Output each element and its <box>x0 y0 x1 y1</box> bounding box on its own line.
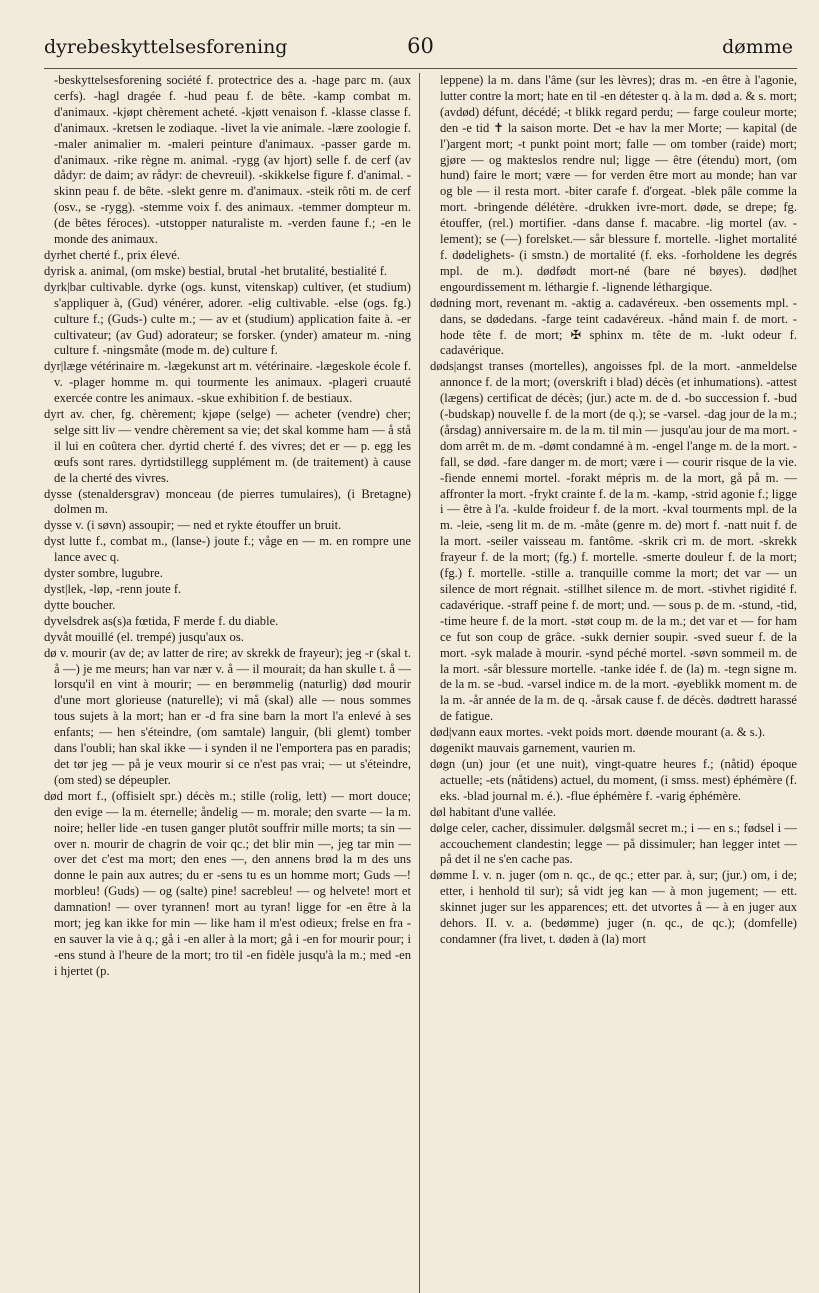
page-number: 60 <box>407 34 434 58</box>
dictionary-entry: dyvåt mouillé (el. trempé) jusqu'aux os. <box>44 629 244 644</box>
right-column <box>430 73 797 1293</box>
left-column <box>44 73 420 1293</box>
dictionary-entry: dyrk|bar cultivable. dyrke (ogs. kunst, vitenskap) cultiver, (et studium) s'appliquer à, (Gud) vénérer, adorer. -elig cultivable. -else (ogs. fg.) culture f.; (Guds-) culte m.; — av et (studium) application faite à. -er cultivateur; (av Gud) adorateur; se forsker. (ynder) amateur m. -ning culture f. -ningsmåte (mode m. de) culture f. <box>44 279 411 358</box>
dictionary-entry: død|vann eaux mortes. -vekt poids mort. døende mourant (a. & s.). <box>430 725 766 740</box>
right-guide-word: dømme <box>722 36 793 58</box>
dictionary-entry: dytte boucher. <box>44 597 116 612</box>
dictionary-entry: dyr|læge vétérinaire m. -lægekunst art m. vétérinaire. -lægeskole école f. v. -plager homme m. qui tourmente les animaux. -plageri cruauté exercée contre les animaux. -skue exhibition f. de bestiaux. <box>44 359 411 406</box>
dictionary-entry: leppene) la m. dans l'âme (sur les lèvres); dras m. -en être à l'agonie, lutter contre la mort; hate en til -en détester q. à la m. død a. & s. mort; (avdød) défunt, décédé; -t blikk regard perdu; — farge couleur morte; den -e tid ✝ la saison morte. Det -e hav la mer Morte; — kapital (de l')argent mort; -t punkt point mort; falle — om tomber (raide) mort; gjøre — og makteslos rendre nul; ligge — être (étendu) mort, (om hund) faire le mort; være — for verden être mort au monde; han var og ble — il resta mort. -biter carafe f. d'orgeat. -blek pâle comme la mort. -bringende délétère. -drukken ivre-mort. døde, se drepe; fg. étouffer, (rel.) mortifier. -dans danse f. macabre. -lig mortel (av. -lement); se (—) forelsket.— sår blessure f. mortelle. -lighet mortalité f. dødelighets- (i smstn.) de mortalité (f. eks. -forholdene les degrés mpl. de m.). dødfødt mort-né (bare né bøyes). død|het engourdissement m. léthargie f. -lignende léthargique. <box>440 73 797 294</box>
left-guide-word: dyrebeskyttelsesforening <box>44 36 288 58</box>
text-columns <box>44 73 797 1293</box>
dictionary-entry: døgenikt mauvais garnement, vaurien m. <box>430 741 636 756</box>
dictionary-entry: dyrt av. cher, fg. chèrement; kjøpe (selge) — acheter (vendre) cher; selge sitt liv — vendre chèrement sa vie; det skal komme ham — å stå il lui en coûtera cher. dyrtid cherté f. des vivres; det er — p. egg les œufs sont rares. dyrtidstillegg supplément m. (de traitement) à cause de la cherté des vivres. <box>44 407 411 485</box>
dictionary-entry: dømme I. v. n. juger (om n. qc., de qc.; etter par. à, sur; (jur.) om, i de; etter, i henhold til sur); så vidt jeg kan — à mon jugement; — ett. skinnet juger sur les apparences; ett. det utvortes å — à en juger aux dehors. II. v. a. (bedømme) juger (n. qc., de qc.); (domfelle) condamner (fra livet, t. døden à (la) mort <box>430 868 797 946</box>
dictionary-entry: dyvelsdrek as(s)a fœtida, F merde f. du diable. <box>44 613 279 628</box>
dictionary-entry: dyst|lek, -løp, -renn joute f. <box>44 582 182 596</box>
dictionary-entry: -beskyttelsesforening société f. protectrice des a. -hage parc m. (aux cerfs). -hagl dragée f. -hud peau f. de bête. -kamp combat m. d'animaux. -kjøpt chèrement acheté. -kjøtt venaison f. -klasse classe f. d'animaux. -kretsen le zodiaque. -livet la vie animale. -lære zoologie f. -maler animalier m. -maleri peinture d'animaux. -passer garde m. d'animaux. -rike règne m. animal. -rygg (av hjort) selle f. de cerf (av dådyr: de daim; av rådyr: de chevreuil). -skikkelse figure f. d'animal. -skinn peau f. de bête. -slekt genre m. d'animaux. -steik rôti m. de cerf (osv., se -rygg). -stemme voix f. des animaux. -temmer dompteur m. (de bêtes féroces). -utstopper naturaliste m. -verden faune f.; -en le monde des animaux. <box>54 73 411 247</box>
dictionary-entry: død mort f., (offisielt spr.) décès m.; stille (rolig, lett) — mort douce; den evige — la m. éternelle; åndelig — m. morale; den svarte — la m. noire; heller lide -en tusen ganger plutôt souffrir mille morts; ta sin — over n. mourir de chagrin de voir qc.; det blir min —, jeg tar min — over det c'est ma mort; den enes —, den annens brød la m des uns donne le pain aux autres; du er -sens tu es un homme mort; Guds —! morbleu! (Guds) — og (salte) pine! sacrebleu! — og helvete! mort et damnation! — over tyrannen! mort au tyran! ligge for -en être à la mort; jeg kan ikke for min — like ham il m'est odieux; frelse en fra -en sauver la vie à q.; gå i -en aller à la mort; gå i -en for mourir pour; i -ens stund à l'heure de la mort; tro til -en fidèle jusqu'à la m.; med -en i hjertet (p. <box>44 788 411 978</box>
page-header <box>44 34 797 69</box>
dictionary-entry: dyster sombre, lugubre. <box>44 566 163 581</box>
dictionary-entry: dyrisk a. animal, (om mske) bestial, brutal -het brutalité, bestialité f. <box>44 263 388 278</box>
dictionary-entry: dysse v. (i søvn) assoupir; — ned et rykte étouffer un bruit. <box>44 518 342 533</box>
dictionary-entry: dødning mort, revenant m. -aktig a. cadavéreux. -ben ossements mpl. -dans, se dødedans. -farge teint cadavéreux. -hånd main f. de mort. -hode tête f. de mort; ✠ sphinx m. tête de m. -lukt odeur f. cadavérique. <box>430 295 797 358</box>
dictionary-entry: dysse (stenaldersgrav) monceau (de pierres tumulaires), (i Bretagne) dolmen m. <box>44 486 411 517</box>
dictionary-entry: dø v. mourir (av de; av latter de rire; av skrekk de frayeur); jeg -r (skal t. å —) je me meurs; han var nær v. å — il mourait; da han skulle t. å — lorsqu'il en vint à mourir; — en berømmelig (naturlig) død mourir d'une mort glorieuse (naturelle); vi må (skal) alle — nous sommes tous sujets à la mort; han er -d fra sine barn la mort l'a enlevé à ses enfants; — hen s'éteindre, (om samtale) languir, (bli glemt) tomber dans l'oubli; han skal ikke — i synden il ne l'emportera pas en paradis; det tør jeg — på je veux mourir si ce n'est pas vrai; — ut s'éteindre, (om sted) se dépeupler. <box>44 645 411 787</box>
dictionary-entry: dyst lutte f., combat m., (lanse-) joute f.; våge en — m. en rompre une lance avec q. <box>44 534 411 565</box>
dictionary-entry: dyrhet cherté f., prix élevé. <box>44 247 181 262</box>
dictionary-entry: dølge celer, cacher, dissimuler. dølgsmål secret m.; i — en s.; fødsel i — accouchement clandestin; legge — på dissimuler; han legger intet — på det il ne s'en cache pas. <box>430 820 797 867</box>
dictionary-entry: døl habitant d'une vallée. <box>430 804 557 819</box>
dictionary-entry: døds|angst transes (mortelles), angoisses fpl. de la mort. -anmeldelse annonce f. de la mort; (overskrift i blad) décès (et inhumations). -attest (lægens) certificat de décès; (jur.) acte m. de d. -bo succession f. -bud (-budskap) nouvelle f. de la mort (de q.); se -varsel. -dag jour de la m.; (årsdag) anniversaire m. de la m. til min — jusqu'au jour de ma mort. -dom arrêt m. de m. -dømt condamné à m. -engel l'ange m. de la mort. -fall, se død. -fare danger m. de mort; være i — courir risque de la vie. -fiende ennemi mortel. -forakt mépris m. de la mort, gå på m. — affronter la mort. -frykt crainte f. de la m. -kamp, -strid agonie f.; ligge i — être à l'a. -kulde froideur f. de la mort. -kval tourments mpl. de la m. -leie, -seng lit m. de m. -måte (genre m. de) mort f. -natt nuit f. de la mort. -seiler vaisseau m. fantôme. -skrik cri m. de mort. -skrekk frayeur f. de la mort; (fg.) f. mortelle. -smerte douleur f. de la mort; (fg.) f. mortelle. -stille a. tranquille comme la mort; det var — un silence de mort régnait. -stillhet silence m. de mort. -stivhet rigidité f. cadavérique. -straff peine f. de mort; und. — sous p. de m. -stund, -tid, -time heure f. de la mort. -støt coup m. de la m.; det var et — for ham ce fut son coup de grâce. -sukk dernier soupir. -sved sueur f. de la mort. -syk malade à mourir. -synd péché mortel. -søvn sommeil m. de la mort. -sår blessure mortelle. -tanke idée f. de (la) m. -tegn signe m. de la m. se -bud. -varsel indice m. de la mort. -øyeblikk moment m. de la m. -år année de la m. de q. -årsak cause f. de décès. dødtrett harassé de fatigue. <box>430 359 797 724</box>
dictionary-entry: døgn (un) jour (et une nuit), vingt-quatre heures f.; (nåtid) époque actuelle; -ets (nåtidens) actuel, du moment, (i smss. mest) éphémère (f. eks. -blad journal m. é.). -flue éphémère f. -varig éphémère. <box>430 756 797 803</box>
